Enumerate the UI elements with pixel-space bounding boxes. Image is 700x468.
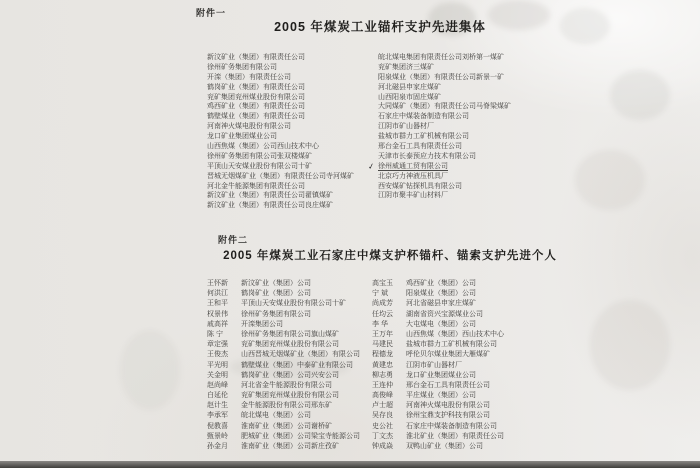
organization-name: 鹤壁煤业（集团）有限责任公司 (207, 113, 305, 121)
person-organization: 河北省金牛能源股份有限公司 (241, 381, 332, 389)
collective-list-item (207, 201, 377, 211)
individual-award-row (207, 309, 587, 319)
organization-name: 徐州矿务集团有限公司张双楼煤矿 (207, 152, 312, 160)
ink-bleed-spot (120, 330, 180, 410)
collective-list-item (207, 102, 377, 112)
person-organization: 河北省磁县申家庄煤矿 (406, 300, 476, 308)
person-organization: 兖矿集团兖州煤业股份有限公司 (241, 341, 339, 349)
person-name: 王怀新 (207, 280, 228, 287)
individual-award-row (207, 278, 587, 288)
individual-award-row (207, 421, 587, 431)
collective-list-item (378, 53, 573, 63)
collective-list-item (378, 152, 573, 162)
organization-name: 平顶山天安煤业股份有限公司十矿 (207, 162, 312, 170)
person-name: 史公社 (372, 422, 393, 430)
attachment1-label: 附件一 (196, 8, 227, 18)
individual-award-row (207, 349, 587, 359)
person-name: 李承军 (207, 412, 228, 420)
person-organization: 淮北矿业（集团）有限责任公司 (406, 432, 504, 440)
collective-list-item (207, 172, 377, 182)
attachment1-title: 2005 年煤炭工业锚杆支护先进集体 (274, 20, 486, 34)
individual-awards-list (207, 278, 587, 451)
organization-name: 山西焦煤（集团）公司西山技术中心 (207, 143, 319, 151)
person-organization: 徐州矿务集团有限公司 (241, 310, 311, 318)
collective-list-item (378, 191, 573, 201)
person-name: 何洪江 (207, 290, 228, 298)
collective-list-item (378, 132, 573, 142)
person-name: 戚高祥 (207, 320, 228, 328)
person-organization: 开滦集团公司 (241, 320, 283, 328)
person-name: 甄景岭 (207, 432, 228, 440)
organization-name: 新汶矿业（集团）有限责任公司 (207, 54, 305, 61)
person-name: 黄建忠 (372, 361, 393, 369)
person-name: 陈 宁 (207, 330, 223, 338)
collective-list-item (207, 53, 377, 63)
person-organization: 皖北煤电（集团）公司 (241, 412, 311, 420)
organization-name: 兖矿集团济三煤矿 (378, 63, 434, 71)
collective-list-item (207, 83, 377, 93)
person-name: 倪教喜 (207, 422, 228, 430)
organization-name: 西安煤矿钻探机具有限公司 (378, 182, 462, 190)
individual-award-row (207, 329, 587, 339)
person-name: 程德龙 (372, 351, 393, 359)
person-name: 马建民 (372, 341, 393, 349)
collective-list-item (378, 93, 573, 103)
person-organization: 江阴市矿山器材厂 (406, 361, 462, 369)
individual-award-row (207, 360, 587, 370)
organization-name: 盐城市群力工矿机械有限公司 (378, 133, 469, 141)
person-name: 柳志勇 (372, 371, 393, 379)
handwritten-check-icon: ✓ (367, 161, 376, 172)
organization-name: 山西阳泉市固庄煤矿 (378, 93, 441, 101)
person-name: 王俊杰 (207, 351, 228, 359)
person-name: 王连仲 (372, 381, 393, 389)
individual-award-row (207, 390, 587, 400)
collective-list-left-column (207, 53, 377, 211)
person-organization: 鹤岗矿业（集团）公司 (241, 290, 311, 298)
person-name: 吴存良 (372, 412, 393, 420)
person-name: 高宝玉 (372, 280, 393, 287)
organization-name: 江阴市矿山器材厂 (378, 123, 434, 131)
collective-list-item (207, 93, 377, 103)
organization-name: 河南神火煤电股份有限公司 (207, 123, 291, 131)
individual-award-row (207, 431, 587, 441)
person-organization: 平顶山天安煤业股份有限公司十矿 (241, 300, 346, 308)
collective-list-item (207, 112, 377, 122)
collective-list-item (207, 142, 377, 152)
person-organization: 呼伦贝尔煤业集团大雁煤矿 (406, 351, 490, 359)
collective-list-item (207, 191, 377, 201)
individual-award-row (207, 370, 587, 380)
person-name: 尚成芳 (372, 300, 393, 308)
person-organization: 河南神火煤电股份有限公司 (406, 402, 490, 410)
person-organization: 阳泉煤业（集团）公司 (406, 290, 476, 298)
individual-award-row (207, 441, 587, 451)
person-name: 赵计生 (207, 402, 228, 410)
person-organization: 淮南矿业（集团）公司新庄孜矿 (241, 443, 339, 450)
organization-name: 龙口矿业集团煤业公司 (207, 133, 277, 141)
person-name: 权景伟 (207, 310, 228, 318)
person-name: 丁文杰 (372, 432, 393, 440)
organization-name: 大同煤矿（集团）有限责任公司马脊梁煤矿 (378, 103, 511, 111)
person-name: 王万年 (372, 330, 393, 338)
person-organization: 新汶矿业（集团）公司 (241, 280, 311, 287)
person-organization: 徐州矿务集团有限公司旗山煤矿 (241, 330, 339, 338)
person-name: 王和平 (207, 300, 228, 308)
person-organization: 山西焦煤（集团）西山技术中心 (406, 330, 504, 338)
person-organization: 龙口矿业集团煤业公司 (406, 371, 476, 379)
organization-name: 鹤岗矿业（集团）有限责任公司 (207, 83, 305, 91)
person-organization: 平庄煤业（集团）公司 (406, 392, 476, 400)
person-name: 任均云 (372, 310, 393, 318)
collective-list-item (378, 63, 573, 73)
organization-name: 邢台金石工具有限责任公司 (378, 143, 462, 151)
attachment2-title: 2005 年煤炭工业石家庄中煤支护杯锚杆、锚索支护先进个人 (223, 250, 557, 262)
organization-name: 北京巧力神液压机具厂 (378, 172, 448, 180)
organization-name: 阳泉煤业（集团）有限责任公司新景一矿 (378, 73, 504, 81)
organization-name: 鸡西矿业（集团）有限责任公司 (207, 103, 305, 111)
individual-award-row (207, 339, 587, 349)
collective-list-item (207, 132, 377, 142)
individual-award-row (207, 400, 587, 410)
person-organization: 鸡西矿业（集团）公司 (406, 280, 476, 287)
organization-name: 皖北煤电集团有限责任公司刘桥第一煤矿 (378, 54, 504, 61)
collective-list-item (378, 122, 573, 132)
organization-name: 河北金牛能源集团有限责任公司 (207, 182, 305, 190)
organization-name: 兖矿集团兖州煤业股份有限公司 (207, 93, 305, 101)
collective-list-item (207, 152, 377, 162)
person-name: 宁 斌 (372, 290, 388, 298)
person-name: 钟成焱 (372, 443, 393, 450)
organization-name: 河北磁县申家庄煤矿 (378, 83, 441, 91)
organization-name: 徐州威通工贸有限公司 (378, 162, 448, 170)
person-name: 关金明 (207, 371, 228, 379)
organization-name: 江阴市聚丰矿山材料厂 (378, 192, 448, 200)
organization-name: 新汶矿业（集团）有限责任公司良庄煤矿 (207, 202, 333, 210)
collective-list-item (207, 182, 377, 192)
collective-list-item (378, 172, 573, 182)
ink-bleed-spot (590, 300, 670, 390)
collective-list-item (378, 142, 573, 152)
individual-award-row (207, 380, 587, 390)
ink-bleed-spot (610, 70, 670, 120)
person-name: 高俊峰 (372, 392, 393, 400)
person-name: 卢士超 (372, 402, 393, 410)
organization-name: 新汶矿业（集团）有限责任公司翟镇煤矿 (207, 192, 333, 200)
collective-list-item (378, 83, 573, 93)
organization-name: 开滦（集团）有限责任公司 (207, 73, 291, 81)
organization-name: 徐州矿务集团有限公司 (207, 63, 277, 71)
person-organization: 徐州宝鼎支护科技有限公司 (406, 412, 490, 420)
collective-list-item (378, 182, 573, 192)
individual-award-row (207, 288, 587, 298)
organization-name: 晋城无烟煤矿业（集团）有限责任公司寺河煤矿 (207, 172, 354, 180)
organization-name: 石家庄中煤装备制造有限公司 (378, 113, 469, 121)
person-name: 章定强 (207, 341, 228, 349)
organization-name: 天津市长泰预应力技术有限公司 (378, 152, 476, 160)
person-organization: 邢台金石工具有限责任公司 (406, 381, 490, 389)
person-organization: 双鸭山矿业（集团）公司 (406, 443, 483, 450)
collective-list-item (207, 73, 377, 83)
person-organization: 大屯煤电（集团）公司 (406, 320, 476, 328)
person-name: 孙金月 (207, 443, 228, 450)
collective-list-item (378, 112, 573, 122)
individual-award-row (207, 410, 587, 420)
person-organization: 肥城矿业（集团）公司梁宝寺能源公司 (241, 432, 360, 440)
person-name: 赵尚峰 (207, 381, 228, 389)
person-organization: 湖南省资兴宝源煤业公司 (406, 310, 483, 318)
person-organization: 鹤岗矿业（集团）公司兴安公司 (241, 371, 339, 379)
person-organization: 兖矿集团兖州煤业股份有限公司 (241, 392, 339, 400)
person-name: 李 华 (372, 320, 388, 328)
collective-list-item (207, 162, 377, 172)
person-organization: 山西晋城无烟煤矿业（集团）有限公司 (241, 351, 360, 359)
collective-list-item (207, 63, 377, 73)
collective-list-item (367, 161, 573, 172)
collective-list-item (378, 102, 573, 112)
person-organization: 淮南矿业（集团）公司谢桥矿 (241, 422, 332, 430)
ink-bleed-spot (575, 150, 645, 210)
collective-list-right-column (367, 53, 573, 201)
person-organization: 鹤壁煤业（集团）中泰矿业有限公司 (241, 361, 353, 369)
individual-award-row (207, 298, 587, 308)
attachment2-label: 附件二 (218, 235, 249, 245)
person-name: 平光明 (207, 361, 228, 369)
scan-bottom-edge (0, 461, 700, 468)
person-organization: 盐城市群力工矿机械有限公司 (406, 341, 497, 349)
person-name: 白延伦 (207, 392, 228, 400)
collective-list-item (207, 122, 377, 132)
collective-list-item (378, 73, 573, 83)
person-organization: 金牛能源股份有限公司邢东矿 (241, 402, 332, 410)
person-organization: 石家庄中煤装备制造有限公司 (406, 422, 497, 430)
individual-award-row (207, 319, 587, 329)
